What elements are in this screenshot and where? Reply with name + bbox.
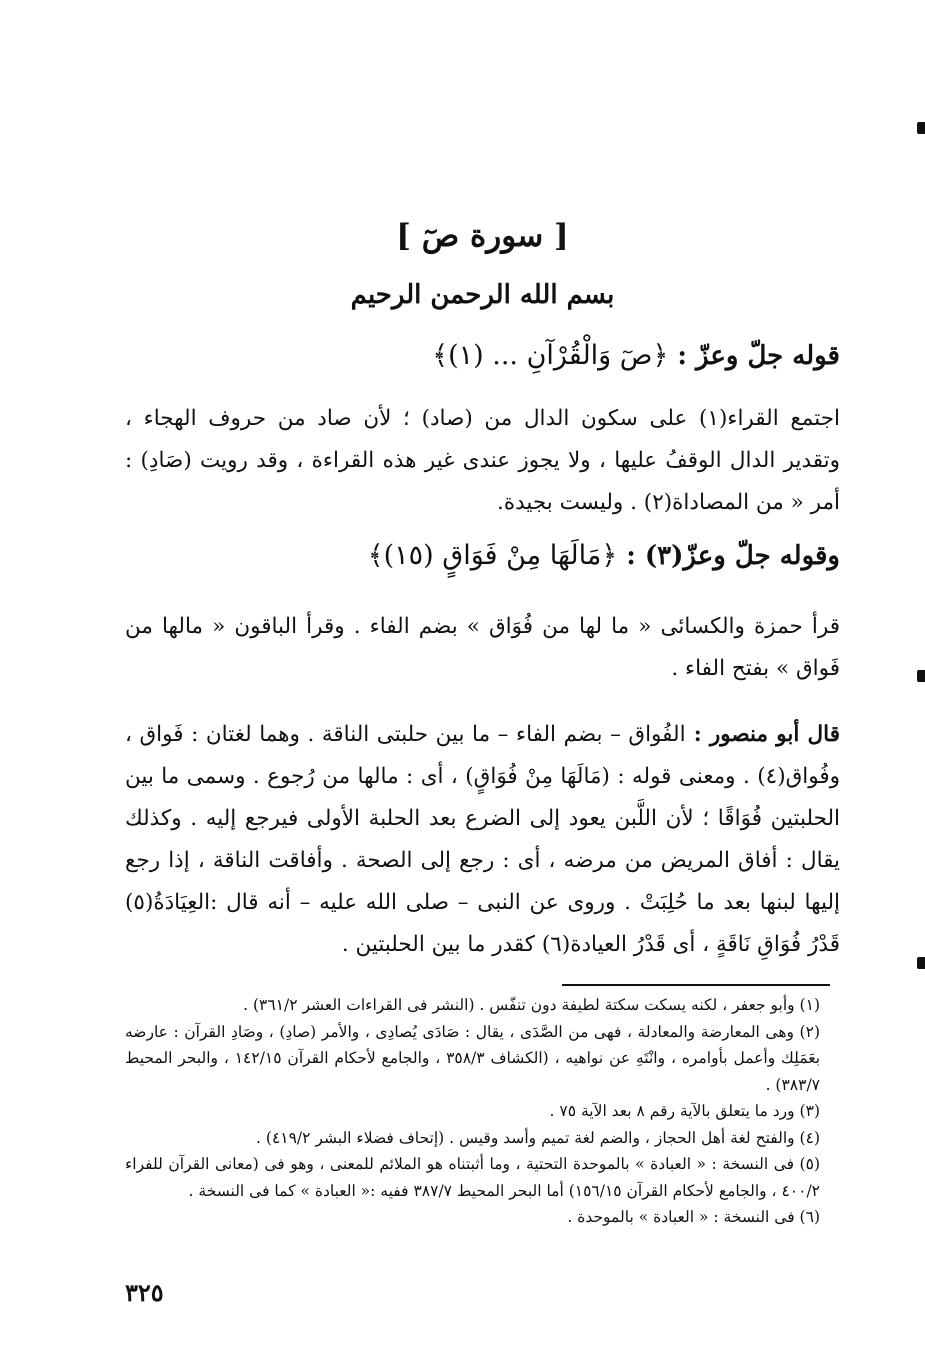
verse-heading-2 [125,540,840,571]
verse-heading-lead: قوله جلّ وعزّ : [668,341,840,371]
paragraph-3 [125,714,840,966]
edge-mark [917,122,925,134]
verse-heading-lead: وقوله جلّ وعزّ(٣) : [617,541,840,571]
quran-quote: ﴿مَالَهَا مِنْ فَوَاقٍ (١٥)﴾ [367,540,618,571]
basmala: بسم الله الرحمن الرحيم [350,280,615,310]
paragraph-text: الفُواق – بضم الفاء – ما بين حلبتى الناقة . وهما لغتان : فَواق ، وفُواق(٤) . ومعنى قوله : (مَالَهَا مِنْ فُوَاقٍ) ، أى : مالها من رُجوع . وسمى ما بين الحلبتين فُوَاقًا ؛ لأن اللَّبن يعود إلى الضرع بعد الحلبة الأولى فيرجع إليه . وكذلك يقال : أفاق المريض من مرضه ، أى : رجع إلى الصحة . وأفاقت الناقة ، إذا رجع إليها لبنها بعد ما حُلِبَتْ . وروى عن النبى – صلى الله عليه – أنه قال :العِيَادَةُ(٥) قَدْرُ فُوَاقِ نَاقَةٍ ، أى قَدْرُ العيادة(٦) كقدر ما بين الحلبتين . [125,722,840,957]
edge-mark [917,670,925,682]
quran-quote: ﴿صٓ وَالْقُرْآنِ ... (١)﴾ [432,340,669,371]
footnote-6: (٦) فى النسخة : « العبادة » بالموحدة . [567,1208,820,1226]
footnote-1: (١) وأبو جعفر ، لكنه يسكت سكتة لطيفة دون تنفّس . (النشر فى القراءات العشر ٣٦١/٢) . [243,996,820,1014]
footnote-5: (٥) فى النسخة : « العبادة » بالموحدة التحتية ، وما أثبتناه هو الملائم للمعنى ، وهو فى (معانى القرآن للفراء ٤٠٠/٢ ، والجامع لأحكام القرآن ١٥٦/١٥) أما البحر المحيط ٣٨٧/٧ ففيه :« العبادة » كما فى النسخة . [125,1155,820,1200]
footnote-2: (٢) وهى المعارضة والمعادلة ، فهى من الصَّدَى ، يقال : صَادَى يُصادِى ، والأمر (صادِ) ، وصَادِ القرآن : عارضه بعَمَلِك وأعمل بأوامره ، وانْتَهِ عن نواهيه ، (الكشاف ٣٥٨/٣ ، والجامع لأحكام القرآن ١٤٢/١٥ ، والبحر المحيط ٣٨٣/٧) . [125,1022,821,1094]
paragraph-lead: قال أبو منصور : [685,722,840,747]
page-number: ٣٢٥ [125,1278,164,1307]
verse-heading-1 [125,340,840,371]
footnote-3: (٣) ورد ما يتعلق بالآية رقم ٨ بعد الآية ٧٥ . [549,1102,820,1120]
edge-mark [917,957,925,969]
footnote-4: (٤) والفتح لغة أهل الحجاز ، والضم لغة تميم وأسد وقيس . (إتحاف فضلاء البشر ٤١٩/٢) . [256,1128,820,1147]
surah-title: [ سورة صٓ ] [396,218,569,254]
paragraph-2: قرأ حمزة والكسائى « ما لها من فُوَاق » بضم الفاء . وقرأ الباقون « مالها من فَواق » بفتح الفاء . [125,614,840,681]
footnotes [125,992,840,1231]
paragraph-1: اجتمع القراء(١) على سكون الدال من (صاد) ؛ لأن صاد من حروف الهجاء ، وتقدير الدال الوقفُ عليها ، ولا يجوز عندى غير هذه القراءة ، وقد رويت (صَادِ) : أمر « من المصاداة(٢) . وليست بجيدة. [125,406,840,515]
footnote-divider [562,984,830,986]
